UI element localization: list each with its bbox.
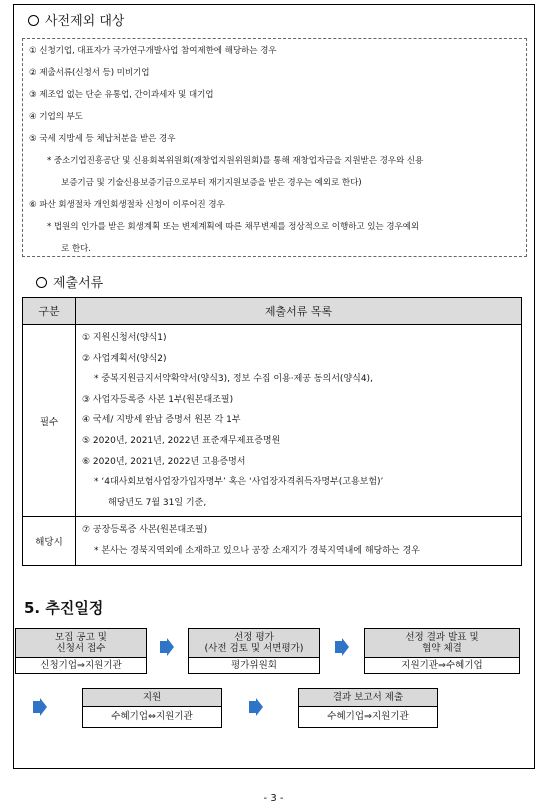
list-item: ⑤ 2020년, 2021년, 2022년 표준재무제표증명원 bbox=[82, 435, 281, 446]
list-item: ③ 사업자등록증 사본 1부(원본대조필) bbox=[82, 394, 234, 405]
circle-bullet-icon bbox=[36, 277, 47, 288]
exclusion-note: 보증기금 및 기술신용보증기금으로부터 재기지원보증을 받은 경우는 예외로 한다) bbox=[61, 178, 362, 188]
exclusion-item: ④ 기업의 부도 bbox=[29, 112, 83, 122]
exclusion-item: ① 신청기업, 대표자가 국가연구개발사업 참여제한에 해당하는 경우 bbox=[29, 46, 277, 56]
table-header-row bbox=[23, 298, 522, 325]
table-row bbox=[23, 517, 522, 565]
circle-bullet-icon bbox=[28, 15, 39, 26]
schedule-heading: 5. 추진일정 bbox=[24, 599, 104, 617]
schedule-step-1: 모집 공고 및 신청서 접수 신청기업⇒지원기관 bbox=[15, 628, 147, 674]
category-required: 필수 bbox=[23, 325, 76, 517]
documents-title: 제출서류 bbox=[36, 272, 103, 291]
exclusion-item: ⑤ 국세 지방세 등 체납처분을 받은 경우 bbox=[29, 134, 176, 144]
arrow-right-icon bbox=[335, 638, 349, 656]
list-note: * 본사는 경북지역외에 소재하고 있으나 공장 소재지가 경북지역내에 해당하는 경우 bbox=[94, 545, 420, 556]
list-item: ④ 국세/ 지방세 완납 증명서 원본 각 1부 bbox=[82, 415, 241, 426]
schedule-step-2: 선정 평가 (사전 검토 및 서면평가) 평가위원회 bbox=[188, 628, 320, 674]
list-item: ⑦ 공장등록증 사본(원본대조필) bbox=[82, 525, 208, 536]
exclusion-item: ③ 제조업 없는 단순 유통업, 간이과세자 및 대기업 bbox=[29, 90, 214, 100]
schedule-step-5: 결과 보고서 제출 수혜기업⇒지원기관 bbox=[298, 688, 438, 728]
list-note: * ‘4대사회보험사업장가입자명부’ 혹은 ‘사업장자격취득자명부(고용보험)’ bbox=[94, 477, 384, 488]
list-note: 해당년도 7월 31일 기준, bbox=[108, 497, 207, 508]
documents-table bbox=[22, 297, 522, 566]
header-category: 구분 bbox=[23, 298, 76, 325]
exclusion-title: 사전제외 대상 bbox=[28, 10, 124, 29]
schedule-step-3: 선정 결과 발표 및 협약 체결 지원기관⇒수혜기업 bbox=[364, 628, 520, 674]
list-item: ⑥ 2020년, 2021년, 2022년 고용증명서 bbox=[82, 456, 246, 467]
conditional-list bbox=[76, 517, 522, 565]
exclusion-note: 로 한다. bbox=[61, 244, 91, 254]
arrow-right-icon bbox=[33, 698, 47, 716]
required-list bbox=[76, 325, 522, 517]
exclusion-note: * 중소기업진흥공단 및 신용회복위원회(재창업지원위원회)를 통해 재창업자금을 지원받은 경우와 신용 bbox=[47, 156, 424, 166]
exclusion-note: * 법원의 인가를 받은 회생계획 또는 변제계획에 따른 채무변제를 정상적으로 이행하고 있는 경우예외 bbox=[47, 222, 420, 232]
list-item: ① 지원신청서(양식1) bbox=[82, 333, 167, 343]
exclusion-box bbox=[22, 38, 527, 257]
list-item: ② 사업계획서(양식2) bbox=[82, 353, 167, 364]
list-note: * 중복지원금지서약확약서(양식3), 정보 수집 이용·제공 동의서(양식4), bbox=[94, 374, 373, 385]
page-number: - 3 - bbox=[263, 793, 284, 804]
header-list: 제출서류 목록 bbox=[76, 298, 522, 325]
arrow-right-icon bbox=[160, 638, 174, 656]
exclusion-item: ⑥ 파산 회생절차 개인회생절차 신청이 이루어진 경우 bbox=[29, 200, 225, 210]
arrow-right-icon bbox=[249, 698, 263, 716]
schedule-step-4: 지원 수혜기업⇔지원기관 bbox=[82, 688, 222, 728]
table-row bbox=[23, 325, 522, 517]
exclusion-item: ② 제출서류(신청서 등) 미비기업 bbox=[29, 68, 150, 78]
category-conditional: 해당시 bbox=[23, 517, 76, 565]
